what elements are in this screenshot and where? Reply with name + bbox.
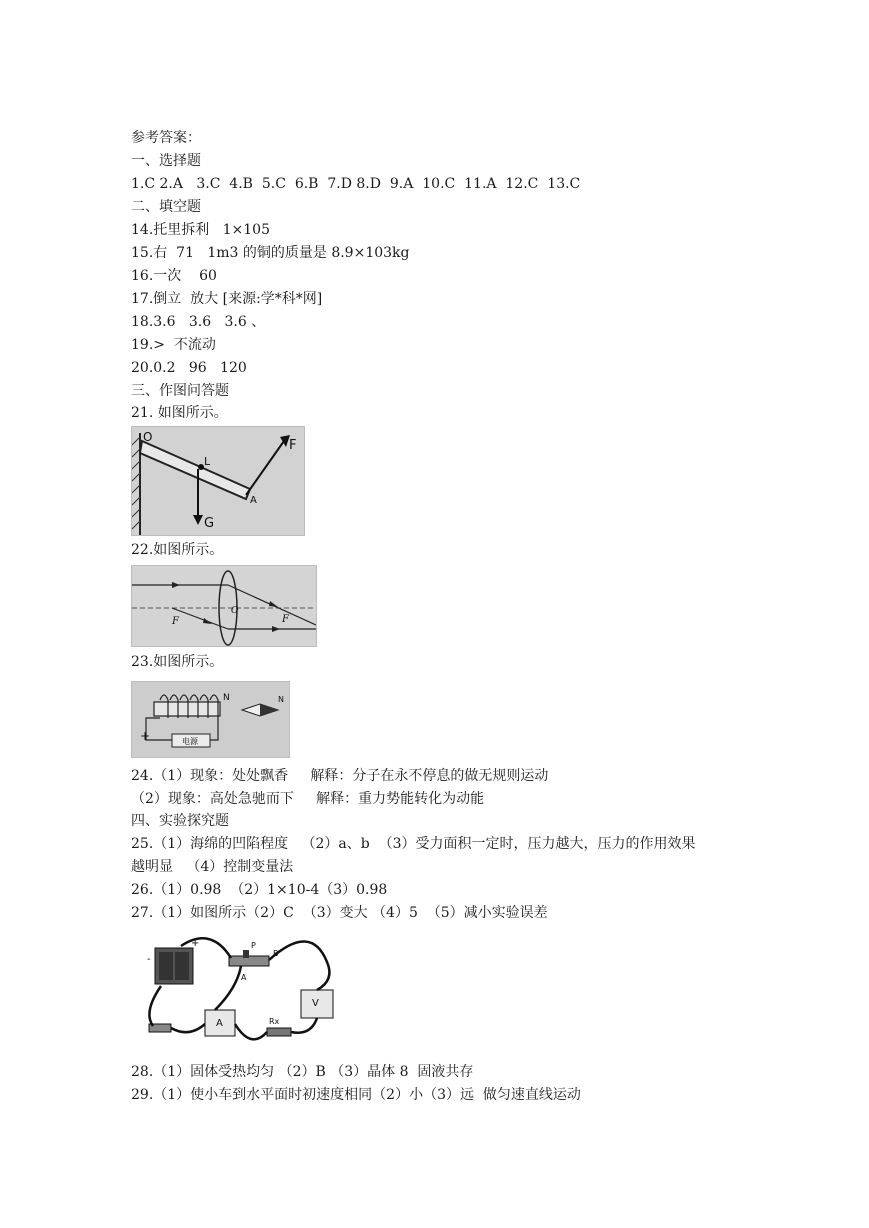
fig22-label-f-right: F xyxy=(282,614,289,625)
fig21-label-a: A xyxy=(250,495,257,506)
fig27-label-b: B xyxy=(273,949,279,958)
answer-q14: 14.托里拆利 1×105 xyxy=(131,222,270,238)
answer-q21: 21. 如图所示。 xyxy=(131,405,228,421)
fig21-label-o: O xyxy=(143,430,153,444)
answer-q24-2: （2）现象：高处急驰而下 解释：重力势能转化为动能 xyxy=(131,791,485,807)
answer-q24-1: 24.（1）现象：处处飘香 解释：分子在永不停息的做无规则运动 xyxy=(131,768,549,784)
fig22-label-f-left: F xyxy=(172,616,179,627)
fig21-label-l: L xyxy=(204,455,211,468)
figure-21-lever xyxy=(131,426,305,536)
fig27-voltmeter-label: V xyxy=(312,998,319,1009)
answer-q16: 16.一次 60 xyxy=(131,268,217,284)
answer-q19: 19.> 不流动 xyxy=(131,337,216,353)
fig27-label-a: A xyxy=(241,973,247,982)
fig22-label-o: O xyxy=(231,606,239,616)
section-drawing-title: 三、作图问答题 xyxy=(131,383,229,399)
answer-q27: 27.（1）如图所示（2）C （3）变大 （4）5 （5）减小实验误差 xyxy=(131,905,548,921)
answer-q29: 29.（1）使小车到水平面时初速度相同（2）小（3）远 做匀速直线运动 xyxy=(131,1087,581,1103)
fig23-label-power: 电源 xyxy=(182,737,198,746)
section-choice-title: 一、选择题 xyxy=(131,153,201,169)
answer-q26: 26.（1）0.98 （2）1×10-4（3）0.98 xyxy=(131,882,388,898)
figure-27-circuit xyxy=(141,932,337,1054)
fig27-label-p: P xyxy=(251,941,256,950)
section-fill-title: 二、填空题 xyxy=(131,199,201,215)
answer-q17: 17.倒立 放大 [来源:学*科*网] xyxy=(131,291,323,307)
answer-heading: 参考答案： xyxy=(131,130,201,146)
figure-23-electromagnet xyxy=(131,681,290,758)
answer-q25-line1: 25.（1）海绵的凹陷程度 （2）a、b （3）受力面积一定时，压力越大，压力的作用效果 xyxy=(131,836,696,852)
fig27-label-minus: - xyxy=(147,954,151,965)
fig27-label-plus: + xyxy=(191,938,200,949)
answer-q18: 18.3.6 3.6 3.6 、 xyxy=(131,314,266,330)
fig23-label-n-magnet: N xyxy=(223,693,230,703)
fig27-label-rx: Rx xyxy=(269,1017,280,1026)
fig21-label-f: F xyxy=(289,438,297,453)
fig27-ammeter-label: A xyxy=(216,1018,223,1029)
choice-answers: 1.C 2.A 3.C 4.B 5.C 6.B 7.D 8.D 9.A 10.C 11.A 12.C 13.C xyxy=(131,176,581,192)
answer-q20: 20.0.2 96 120 xyxy=(131,360,247,376)
fig23-label-plus: + xyxy=(140,729,151,743)
answer-q22: 22.如图所示。 xyxy=(131,542,224,558)
answer-q23: 23.如图所示。 xyxy=(131,654,224,670)
answer-q15: 15.右 71 1m3 的铜的质量是 8.9×103kg xyxy=(131,245,410,261)
answer-q28: 28.（1）固体受热均匀 （2）B （3）晶体 8 固液共存 xyxy=(131,1064,474,1080)
figure-22-lens xyxy=(131,565,317,647)
fig21-label-g: G xyxy=(204,516,215,531)
answer-q25-line2: 越明显 （4）控制变量法 xyxy=(131,859,294,875)
section-experiment-title: 四、实验探究题 xyxy=(131,813,229,829)
fig23-label-n-needle: N xyxy=(278,695,284,704)
